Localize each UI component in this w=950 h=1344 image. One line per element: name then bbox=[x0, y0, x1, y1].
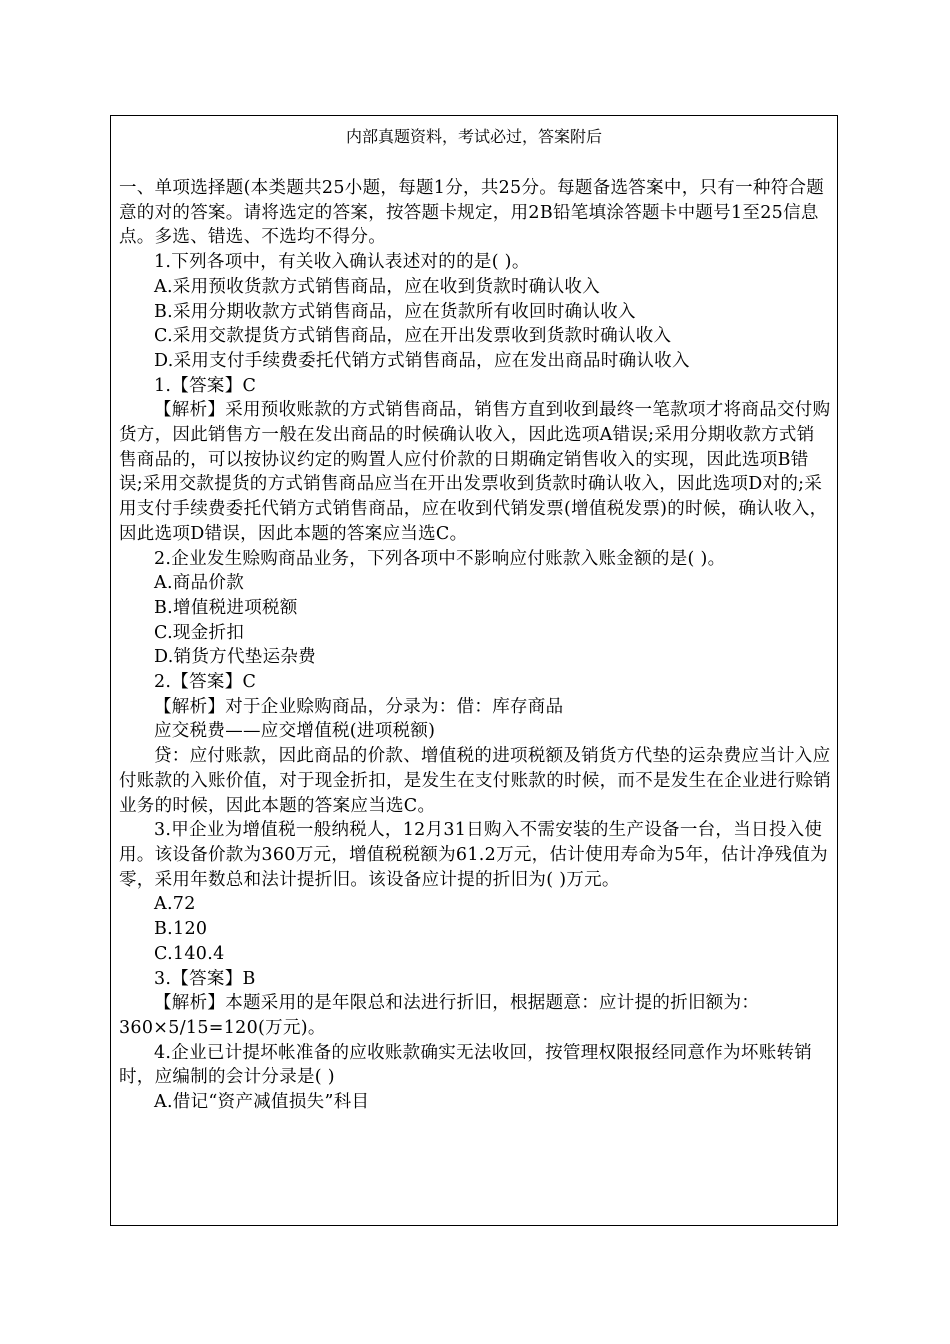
paragraph: C.采用交款提货方式销售商品，应在开出发票收到货款时确认收入 bbox=[154, 326, 672, 347]
paragraph: D.采用支付手续费委托代销方式销售商品，应在发出商品时确认收入 bbox=[154, 350, 690, 371]
paragraph: 3.【答案】B bbox=[154, 968, 256, 989]
paragraph: 一、单项选择题(本类题共25小题，每题1分，共25分。每题备选答案中，只有一种符合题意的对的答案。请将选定的答案，按答题卡规定，用2B铅笔填涂答题卡中题号1至25信息点。多选、错选、不选均不得分。 bbox=[119, 178, 825, 248]
paragraph: A.采用预收货款方式销售商品，应在收到货款时确认收入 bbox=[154, 276, 600, 297]
document-header: 内部真题资料，考试必过，答案附后 bbox=[345, 127, 602, 146]
paragraph: B.120 bbox=[154, 919, 208, 940]
paragraph: A.借记“资产减值损失”科目 bbox=[154, 1092, 370, 1113]
paragraph: 【解析】对于企业赊购商品，分录为：借：库存商品 bbox=[154, 696, 564, 717]
paragraph: 应交税费——应交增值税(进项税额) bbox=[154, 721, 436, 742]
paragraph: 1.【答案】C bbox=[154, 375, 257, 396]
paragraph: 1.下列各项中，有关收入确认表述对的的是( )。 bbox=[154, 252, 530, 273]
paragraph: C.140.4 bbox=[154, 943, 225, 964]
paragraph: A.商品价款 bbox=[154, 573, 245, 594]
paragraph: A.72 bbox=[154, 894, 196, 915]
paragraph: 【解析】采用预收账款的方式销售商品，销售方直到收到最终一笔款项才将商品交付购货方，因此销售方一般在发出商品的时候确认收入，因此选项A错误;采用分期收款方式销售商品的，可以按协议约定的购置人应付价款的日期确定销售收入的实现，因此选项B错误;采用交款提货的方式销售商品应当在开出发票收到货款时确认收入，因此选项D对的;采用支付手续费委托代销方式销售商品，应在收到代销发票(增值税发票)的时候，确认收入，因此选项D错误，因此本题的答案应当选C。 bbox=[119, 400, 831, 544]
paragraph: 贷：应付账款，因此商品的价款、增值税的进项税额及销货方代垫的运杂费应当计入应付账款的入账价值，对于现金折扣，是发生在支付账款的时候，而不是发生在企业进行赊销业务的时候，因此本题的答案应当选C。 bbox=[119, 746, 831, 816]
paragraph: D.销货方代垫运杂费 bbox=[154, 647, 316, 668]
paragraph: B.采用分期收款方式销售商品，应在货款所有收回时确认收入 bbox=[154, 301, 636, 322]
document-frame bbox=[110, 115, 838, 1226]
paragraph: 4.企业已计提坏帐准备的应收账款确实无法收回，按管理权限报经同意作为坏账转销时，应编制的会计分录是( ) bbox=[119, 1042, 813, 1088]
paragraph: 2.【答案】C bbox=[154, 672, 257, 693]
paragraph: 【解析】本题采用的是年限总和法进行折旧，根据题意：应计提的折旧额为：360×5/15=120(万元)。 bbox=[119, 993, 760, 1038]
document-body bbox=[119, 176, 831, 1115]
paragraph: 3.甲企业为增值税一般纳税人，12月31日购入不需安装的生产设备一台，当日投入使用。该设备价款为360万元，增值税税额为61.2万元，估计使用寿命为5年，估计净残值为零，采用年数总和法计提折旧。该设备应计提的折旧为( )万元。 bbox=[119, 820, 828, 890]
paragraph: C.现金折扣 bbox=[154, 622, 245, 643]
paragraph: B.增值税进项税额 bbox=[154, 597, 298, 618]
paragraph: 2.企业发生赊购商品业务，下列各项中不影响应付账款入账金额的是( )。 bbox=[154, 548, 726, 569]
